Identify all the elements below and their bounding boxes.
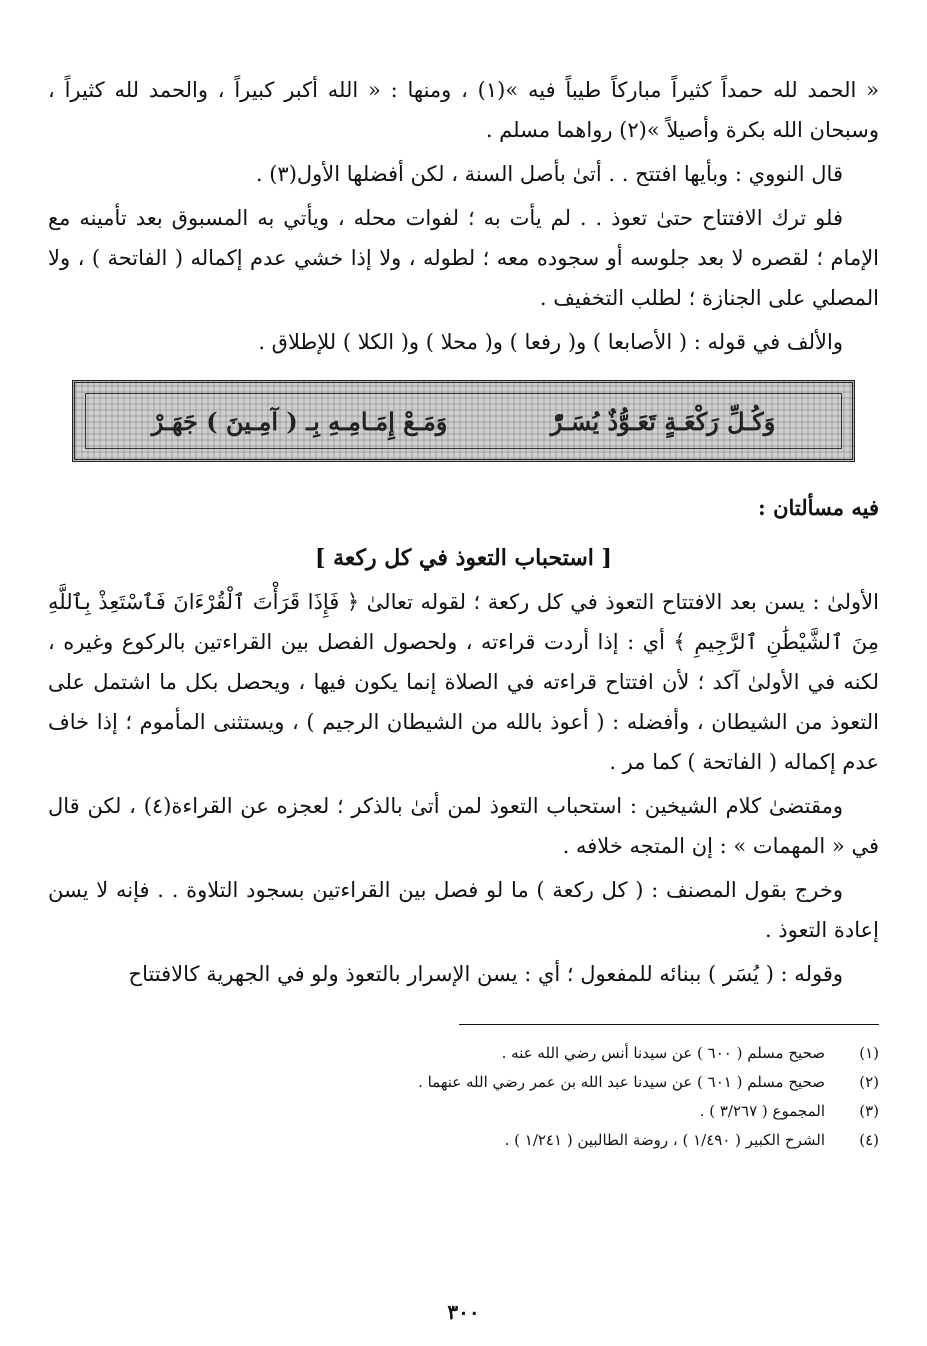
book-page [48, 70, 879, 1346]
footnotes [48, 1039, 879, 1155]
footnote-item [48, 1068, 879, 1097]
paragraph-shaykhayn: ومقتضىٰ كلام الشيخين : استحباب التعوذ لمن أتىٰ بالذكر ؛ لعجزه عن القراءة(٤) ، لكن قال في « المهمات » : إن المتجه خلافه . [48, 794, 879, 858]
footnote-divider [459, 1024, 879, 1025]
paragraph-first-issue: الأولىٰ : يسن بعد الافتتاح التعوذ في كل ركعة ؛ لقوله تعالىٰ ﴿ فَإِذَا قَرَأْتَ ٱلْقُرْءَانَ فَٱسْتَعِذْ بِٱللَّهِ مِنَ ٱلشَّيْطَٰنِ ٱلرَّجِيمِ ﴾ أي : إذا أردت قراءته ، ولحصول الفصل بين القراءتين بالركوع وغيره ، لكنه في الأولىٰ آكد ؛ لأن افتتاح قراءته في الصلاة إنما يكون فيها ، ويحصل بكل ما اشتمل على التعوذ من الشيطان ، وأفضله : ( أعوذ بالله من الشيطان الرجيم ) ، ويستثنى المأموم ؛ إذا خاف عدم إكماله ( الفاتحة ) كما مر . [48, 590, 879, 774]
page-number: ٣٠٠ [447, 1300, 480, 1324]
paragraph-yusar: وقوله : ( يُسَر ) ببنائه للمفعول ؛ أي : يسن الإسرار بالتعوذ ولو في الجهرية كالافتتاح [128, 962, 843, 986]
verse-left-hemistich: وَمَـعْ إِمَـامِـهِ بِـ ( آمِـينَ ) جَهَـرْ [151, 406, 448, 436]
paragraph-sujud-tilawa: وخرج بقول المصنف : ( كل ركعة ) ما لو فصل بين القراءتين بسجود التلاوة . . فإنه لا يسن إعادة التعوذ . [48, 878, 879, 942]
footnote-number: (١) [859, 1044, 879, 1062]
subheading-two-issues: فيه مسألتان : [758, 495, 879, 520]
verse-frame [72, 380, 855, 462]
footnote-item [48, 1097, 879, 1126]
footnote-text: صحيح مسلم ( ٦٠٠ ) عن سيدنا أنس رضي الله عنه . [501, 1044, 825, 1062]
paragraph-nawawi: قال النووي : وبأيها افتتح . . أتىٰ بأصل السنة ، لكن أفضلها الأول(٣) . [255, 162, 843, 186]
verse-line [85, 393, 842, 449]
footnote-item [48, 1126, 879, 1155]
footnote-item [48, 1039, 879, 1068]
footnote-number: (٤) [859, 1131, 879, 1149]
footnote-text: صحيح مسلم ( ٦٠١ ) عن سيدنا عبد الله بن عمر رضي الله عنهما . [418, 1073, 825, 1091]
paragraph-tark-iftitah: فلو ترك الافتتاح حتىٰ تعوذ . . لم يأت به ؛ لفوات محله ، ويأتي به المسبوق بعد تأمينه مع الإمام ؛ لقصره لا بعد جلوسه أو سجوده معه ؛ لطوله ، ولا إذا خشي عدم إكماله ( الفاتحة ) ، ولا المصلي على الجنازة ؛ لطلب التخفيف . [48, 206, 879, 310]
paragraph-hamd: « الحمد لله حمداً كثيراً مباركاً طيباً فيه »(١) ، ومنها : « الله أكبر كبيراً ، والحمد لله كثيراً ، وسبحان الله بكرة وأصيلاً »(٢) رواهما مسلم . [48, 78, 879, 142]
footnote-number: (٢) [859, 1073, 879, 1091]
footnote-text: المجموع ( ٣/٢٦٧ ) . [699, 1102, 825, 1120]
footnote-text: الشرح الكبير ( ١/٤٩٠ ) ، روضة الطالبين ( ١/٢٤١ ) . [504, 1131, 825, 1149]
paragraph-alif-itlaq: والألف في قوله : ( الأصابعا ) و( رفعا ) و( محلا ) و( الكلا ) للإطلاق . [258, 330, 843, 354]
section-title: [ استحباب التعوذ في كل ركعة ] [315, 545, 612, 571]
verse-right-hemistich: وَكُـلِّ رَكْعَـةٍ تَعَـوُّذٌ يُسَـرّْ [550, 406, 776, 436]
footnote-number: (٣) [859, 1102, 879, 1120]
